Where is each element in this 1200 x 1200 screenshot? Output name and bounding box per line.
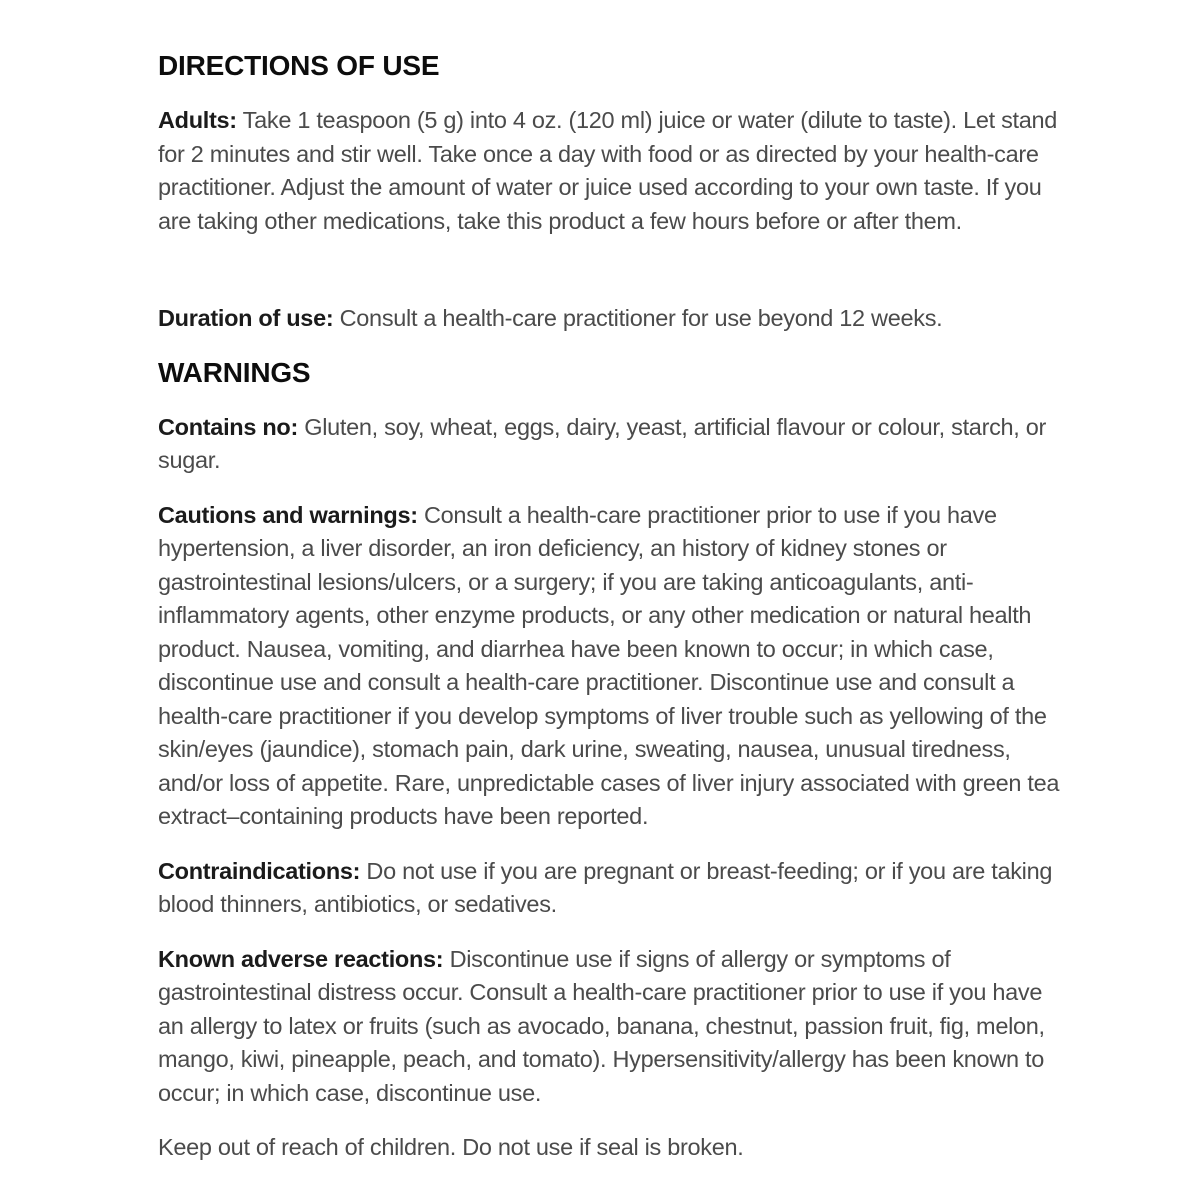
adults-paragraph-text: Take 1 teaspoon (5 g) into 4 oz. (120 ml) juice or water (dilute to taste). Let stand for 2 minutes and stir well. Take once a day with food or as directed by your health-care practitioner. Adjust the amount of water or juice used according to your own taste. If you are taking other medications, take this product a few hours before or after them. [158,107,1058,234]
contraindications-text: Do not use if you are pregnant or breast-feeding; or if you are taking blood thinners, antibiotics, or sedatives. [158,857,1053,917]
contains-no-text: Gluten, soy, wheat, eggs, dairy, yeast, artificial flavour or colour, starch, or sugar. [158,413,1047,473]
adults-lead-label: Adults: [158,107,237,133]
duration-of-use-paragraph [158,302,1073,336]
warnings-heading: WARNINGS [158,356,311,388]
known-adverse-reactions-lead-label: Known adverse reactions: [158,945,444,972]
supplement-label-panel [158,50,1073,1186]
cautions-warnings-lead-label: Cautions and warnings: [158,501,418,528]
cautions-warnings-text: Consult a health-care practitioner prior to use if you have hypertension, a liver disorder, an iron deficiency, an history of kidney stones or gastrointestinal lesions/ulcers, or a surgery; if you are taking anticoagulants, anti-inflammatory agents, other enzyme products, or any other medication or natural health product. Nausea, vomiting, and diarrhea have been known to occur; in which case, discontinue use and consult a health-care practitioner. Discontinue use and consult a health-care practitioner if you develop symptoms of liver trouble such as yellowing of the skin/eyes (jaundice), stomach pain, dark urine, sweating, nausea, unusual tiredness, and/or loss of appetite. Rare, unpredictable cases of liver injury associated with green tea extract–containing products have been reported. [158,501,1060,829]
duration-of-use-lead-label: Duration of use: [158,305,334,331]
contains-no-paragraph [158,411,1073,478]
keep-out-of-reach-paragraph [158,1131,1073,1165]
cautions-warnings-paragraph [158,499,1073,834]
contraindications-lead-label: Contraindications: [158,857,361,884]
directions-of-use-heading: DIRECTIONS OF USE [158,50,440,81]
duration-of-use-text: Consult a health-care practitioner for use beyond 12 weeks. [339,305,943,331]
known-adverse-reactions-text: Discontinue use if signs of allergy or symptoms of gastrointestinal distress occur. Consult a health-care practitioner prior to use if you have an allergy to latex or fruits (such as avocado, banana, chestnut, passion fruit, fig, melon, mango, kiwi, pineapple, peach, and tomato). Hypersensitivity/allergy has been known to occur; in which case, discontinue use. [158,945,1045,1106]
contraindications-paragraph [158,855,1073,922]
adults-dosage-paragraph [158,104,1073,238]
keep-out-of-reach-text: Keep out of reach of children. Do not use if seal is broken. [158,1134,744,1160]
contains-no-lead-label: Contains no: [158,413,298,440]
known-adverse-reactions-paragraph [158,943,1073,1111]
